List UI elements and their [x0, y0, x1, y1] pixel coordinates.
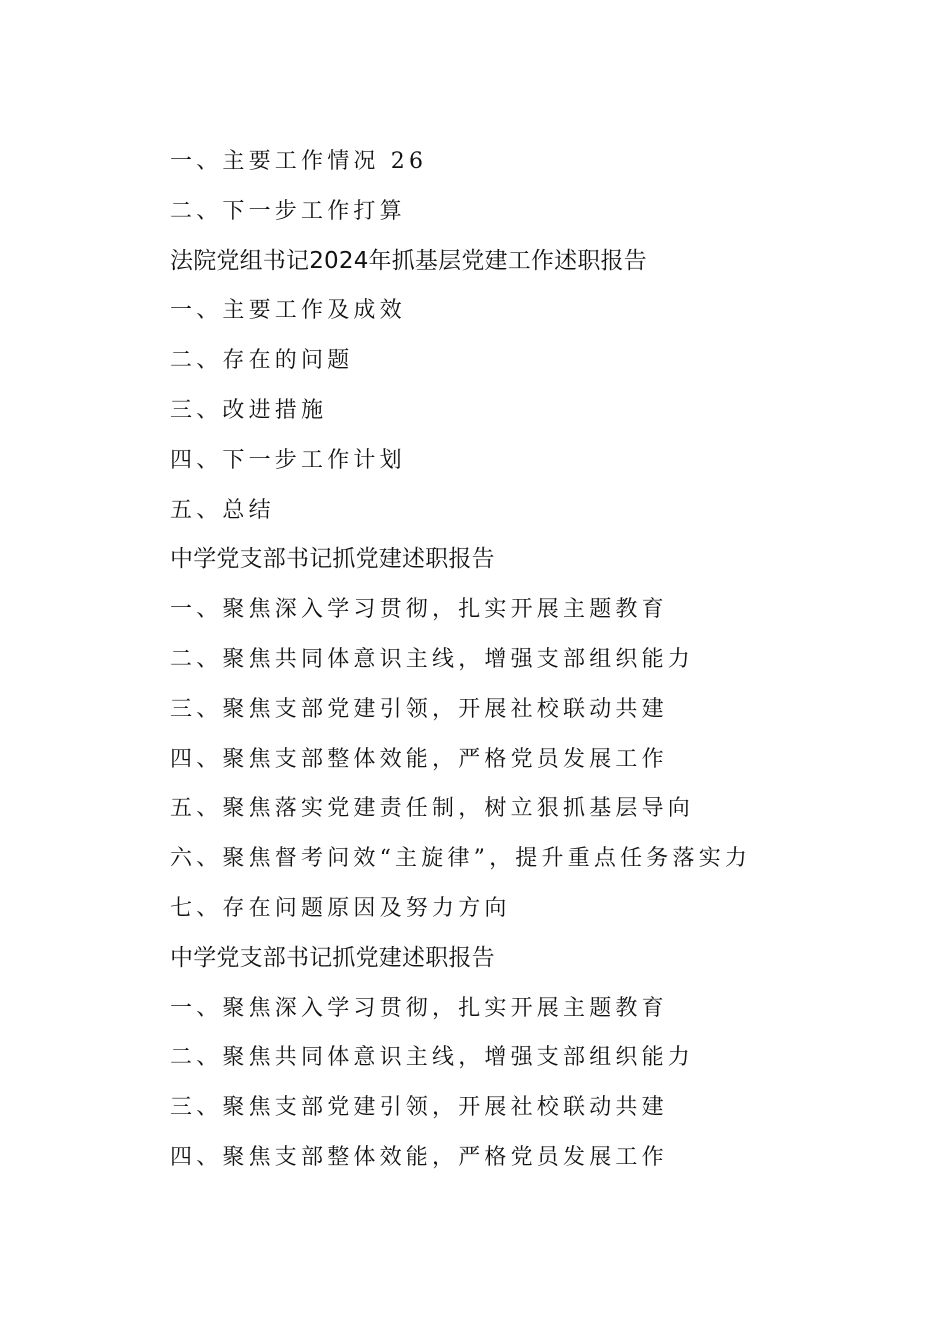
toc-item: 七、存在问题原因及努力方向 — [170, 895, 511, 921]
toc-item: 一、主要工作情况 26 — [170, 149, 428, 174]
toc-item: 三、聚焦支部党建引领，开展社校联动共建 — [170, 696, 668, 722]
toc-item: 四、聚焦支部整体效能，严格党员发展工作 — [170, 1144, 668, 1170]
report-title: 中学党支部书记抓党建述职报告 — [170, 944, 495, 971]
report-title: 法院党组书记2024年抓基层党建工作述职报告 — [170, 247, 647, 274]
toc-item: 六、聚焦督考问效“主旋律”，提升重点任务落实力 — [170, 846, 752, 872]
toc-item: 五、聚焦落实党建责任制，树立狠抓基层导向 — [170, 796, 695, 822]
toc-item: 五、总结 — [170, 497, 275, 523]
toc-item: 四、聚焦支部整体效能，严格党员发展工作 — [170, 746, 668, 772]
toc-item: 一、主要工作及成效 — [170, 298, 406, 324]
toc-item: 二、聚焦共同体意识主线，增强支部组织能力 — [170, 646, 695, 672]
report-title: 中学党支部书记抓党建述职报告 — [170, 546, 495, 573]
toc-item: 二、聚焦共同体意识主线，增强支部组织能力 — [170, 1045, 695, 1071]
toc-item: 三、改进措施 — [170, 397, 328, 423]
toc-item: 四、下一步工作计划 — [170, 447, 406, 473]
toc-item: 一、聚焦深入学习贯彻，扎实开展主题教育 — [170, 995, 668, 1021]
toc-item: 二、存在的问题 — [170, 348, 354, 374]
toc-item: 一、聚焦深入学习贯彻，扎实开展主题教育 — [170, 597, 668, 623]
toc-item: 三、聚焦支部党建引领，开展社校联动共建 — [170, 1095, 668, 1121]
toc-item: 二、下一步工作打算 — [170, 198, 406, 224]
table-of-contents — [170, 137, 870, 1183]
